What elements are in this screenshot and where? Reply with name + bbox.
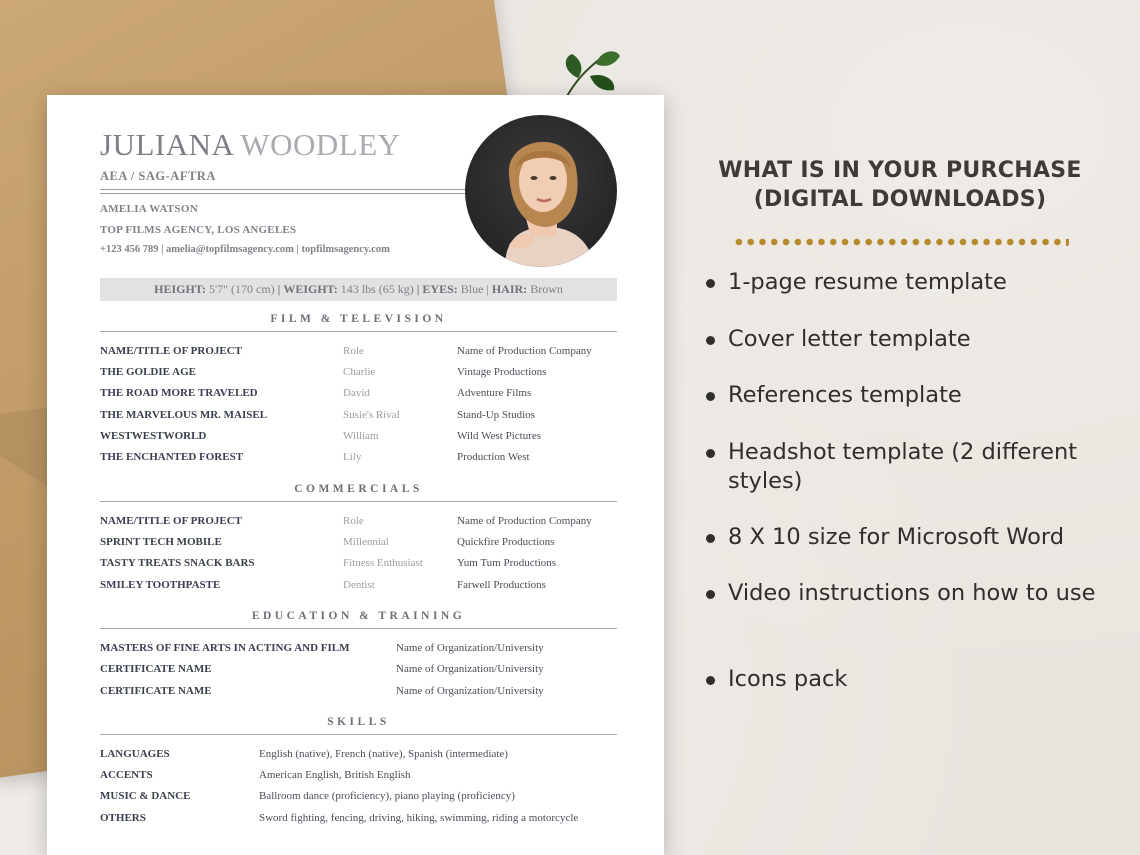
table-row — [100, 769, 617, 785]
section-divider — [100, 628, 617, 629]
table-row — [100, 812, 617, 828]
role: David — [343, 387, 370, 399]
skill-details: Sword fighting, fencing, driving, hiking, swimming, riding a motorcycle — [259, 812, 579, 824]
table-row — [100, 345, 617, 361]
list-item — [706, 523, 1116, 552]
production-company: Quickfire Productions — [457, 536, 555, 548]
production-company: Stand-Up Studios — [457, 409, 535, 421]
list-item-label: 1-page resume template — [728, 269, 1007, 295]
section-divider — [100, 734, 617, 735]
project-title: THE MARVELOUS MR. MAISEL — [100, 409, 268, 421]
headshot-illustration — [465, 115, 617, 267]
production-company: Name of Production Company — [457, 515, 592, 527]
project-title: THE ROAD MORE TRAVELED — [100, 387, 258, 399]
production-company: Adventure Films — [457, 387, 532, 399]
section-divider — [100, 501, 617, 502]
list-item-label: Video instructions on how to use — [728, 580, 1096, 606]
project-title: THE GOLDIE AGE — [100, 366, 196, 378]
degree-name: MASTERS OF FINE ARTS IN ACTING AND FILM — [100, 642, 350, 654]
table-row — [100, 748, 617, 764]
skill-details: Ballroom dance (proficiency), piano playing (proficiency) — [259, 790, 515, 802]
organization: Name of Organization/University — [396, 685, 544, 697]
section-title-skills: SKILLS — [327, 716, 390, 728]
last-name: WOODLEY — [240, 127, 401, 162]
production-company: Yum Tum Productions — [457, 557, 557, 569]
production-company: Farwell Productions — [457, 579, 546, 591]
section-title-commercials: COMMERCIALS — [294, 483, 423, 495]
weight-value: 143 lbs (65 kg) — [340, 282, 414, 296]
bullet-icon — [706, 590, 715, 599]
project-title: WESTWESTWORLD — [100, 430, 207, 442]
header-divider — [100, 189, 475, 194]
purchase-heading — [700, 156, 1100, 214]
project-title: THE ENCHANTED FOREST — [100, 451, 244, 463]
purchase-heading-line2: (DIGITAL DOWNLOADS) — [753, 187, 1047, 212]
list-item-label: References template — [728, 382, 962, 408]
bullet-icon — [706, 279, 715, 288]
agent-contact: +123 456 789 | amelia@topfilmsagency.com | topfilmsagency.com — [100, 244, 390, 255]
list-item-label: Icons pack — [728, 666, 848, 692]
resume-document — [47, 95, 664, 855]
agent-name: AMELIA WATSON — [100, 203, 198, 215]
role: Millennial — [343, 536, 389, 548]
project-title: TASTY TREATS SNACK BARS — [100, 557, 255, 569]
list-item — [706, 665, 1116, 694]
project-title: NAME/TITLE OF PROJECT — [100, 515, 242, 527]
degree-name: CERTIFICATE NAME — [100, 685, 212, 697]
role: Charlie — [343, 366, 376, 378]
production-company: Vintage Productions — [457, 366, 547, 378]
table-row — [100, 515, 617, 531]
height-value: 5'7" (170 cm) — [208, 282, 275, 296]
table-row — [100, 387, 617, 403]
skill-details: American English, British English — [259, 769, 411, 781]
skill-category: LANGUAGES — [100, 748, 170, 760]
list-item — [706, 438, 1116, 496]
role: Fitness Enthusiast — [343, 557, 423, 569]
leaf-decoration — [556, 50, 626, 100]
skill-category: OTHERS — [100, 812, 146, 824]
bullet-icon — [706, 676, 715, 685]
table-row — [100, 685, 617, 701]
list-item-label: Cover letter template — [728, 326, 971, 352]
role: Role — [343, 515, 364, 527]
degree-name: CERTIFICATE NAME — [100, 663, 212, 675]
physical-stats-bar — [100, 278, 617, 301]
production-company: Production West — [457, 451, 530, 463]
first-name: JULIANA — [100, 127, 233, 162]
height-label: HEIGHT: — [154, 282, 206, 296]
project-title: SMILEY TOOTHPASTE — [100, 579, 221, 591]
bullet-icon — [706, 449, 715, 458]
bullet-icon — [706, 336, 715, 345]
resume-name — [100, 129, 401, 160]
stats-separator: | — [486, 282, 489, 296]
eyes-value: Blue — [460, 282, 484, 296]
section-title-education: EDUCATION & TRAINING — [251, 610, 466, 622]
role: Susie's Rival — [343, 409, 400, 421]
table-row — [100, 557, 617, 573]
project-title: NAME/TITLE OF PROJECT — [100, 345, 242, 357]
bullet-icon — [706, 392, 715, 401]
dotted-divider-end — [1066, 239, 1068, 246]
eyes-label: EYES: — [422, 282, 458, 296]
table-row — [100, 536, 617, 552]
stats-separator: | — [277, 282, 281, 296]
production-company: Wild West Pictures — [457, 430, 542, 442]
section-title-film-tv: FILM & TELEVISION — [270, 313, 447, 325]
project-title: SPRINT TECH MOBILE — [100, 536, 222, 548]
hair-value: Brown — [530, 282, 563, 296]
agency-name: TOP FILMS AGENCY, LOS ANGELES — [100, 224, 297, 236]
organization: Name of Organization/University — [396, 663, 544, 675]
table-row — [100, 451, 617, 467]
table-row — [100, 409, 617, 425]
list-item-label: Headshot template (2 different styles) — [728, 439, 1078, 494]
bullet-icon — [706, 534, 715, 543]
list-item — [706, 579, 1116, 608]
role: William — [343, 430, 379, 442]
skill-details: English (native), French (native), Spanish (intermediate) — [259, 748, 508, 760]
dotted-divider — [733, 238, 1069, 246]
table-row — [100, 430, 617, 446]
production-company: Name of Production Company — [457, 345, 592, 357]
role: Lily — [343, 451, 362, 463]
skill-category: MUSIC & DANCE — [100, 790, 191, 802]
list-item-label: 8 X 10 size for Microsoft Word — [728, 524, 1065, 550]
table-row — [100, 579, 617, 595]
hair-label: HAIR: — [491, 282, 528, 296]
role: Role — [343, 345, 364, 357]
skill-category: ACCENTS — [100, 769, 153, 781]
organization: Name of Organization/University — [396, 642, 544, 654]
role: Dentist — [343, 579, 375, 591]
headshot-photo — [465, 115, 617, 267]
table-row — [100, 663, 617, 679]
union-affiliation: AEA / SAG-AFTRA — [100, 169, 216, 183]
table-row — [100, 790, 617, 806]
list-item — [706, 325, 1116, 354]
purchase-heading-line1: WHAT IS IN YOUR PURCHASE — [718, 158, 1082, 183]
list-item — [706, 381, 1116, 410]
stats-separator: | — [416, 282, 420, 296]
weight-label: WEIGHT: — [283, 282, 338, 296]
table-row — [100, 642, 617, 658]
table-row — [100, 366, 617, 382]
section-divider — [100, 331, 617, 332]
list-item — [706, 268, 1116, 297]
